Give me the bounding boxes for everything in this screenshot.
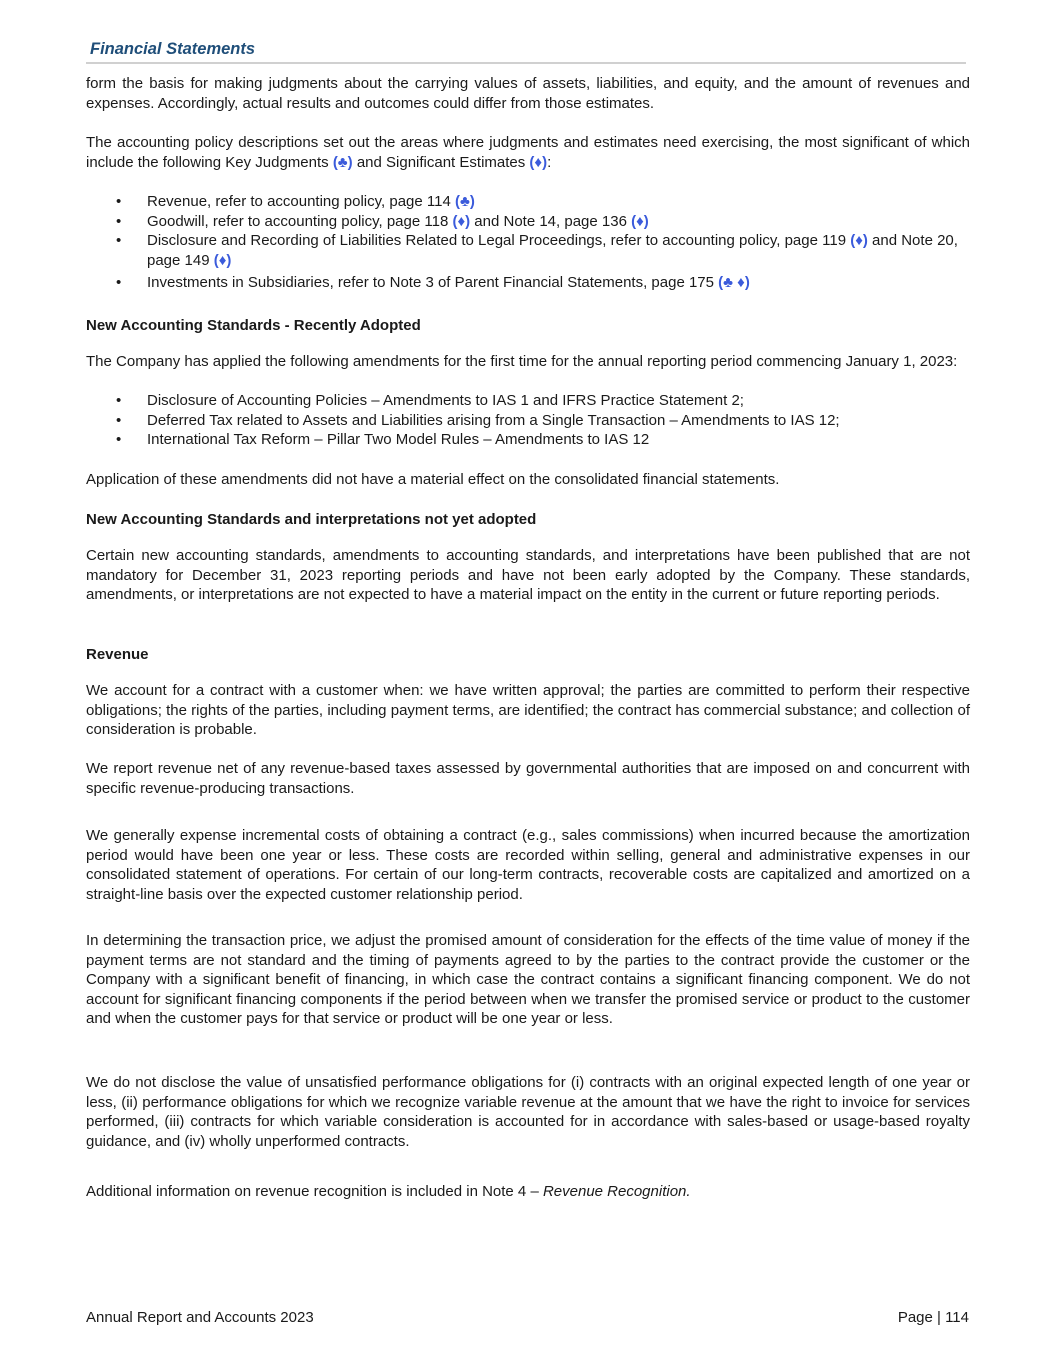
club-symbol: (♣) xyxy=(454,193,475,210)
header-divider xyxy=(86,62,966,64)
paragraph: The Company has applied the following amendments for the first time for the annual reporting period commencing January 1, 2023: xyxy=(86,353,958,370)
note-reference: Revenue Recognition. xyxy=(542,1183,691,1200)
text: Disclosure of Accounting Policies – Amendments to IAS 1 and IFRS Practice Statement 2; xyxy=(147,392,744,409)
paragraph: form the basis for making judgments about the carrying values of assets, liabilities, and equity, and the amount of revenues and expenses. Accordingly, actual results and outcomes could differ from those estimates. xyxy=(86,75,970,112)
club-diamond-symbol: (♣ ♦) xyxy=(718,274,750,292)
text: The accounting policy descriptions set out the areas where judgments and estimates need exercising, the most significant of which include the following Key Judgments xyxy=(86,134,970,171)
bullet: • xyxy=(116,274,122,292)
page-header-title: Financial Statements xyxy=(90,40,256,58)
section-heading: New Accounting Standards - Recently Adopted xyxy=(86,317,421,334)
text: and Significant Estimates xyxy=(352,153,530,171)
text: Revenue, refer to accounting policy, page 114 xyxy=(147,193,455,210)
section-heading: Revenue xyxy=(86,646,149,663)
text: International Tax Reform – Pillar Two Model Rules – Amendments to IAS 12 xyxy=(147,431,650,449)
list-item xyxy=(86,430,970,450)
paragraph: We generally expense incremental costs of obtaining a contract (e.g., sales commissions) when incurred because the amortization period would have been one year or less. These costs are recorded within selling, general and administrative expenses in our consolidated statement of operations. For certain of our long-term contracts, recoverable costs are capitalized and amortized on a straight-line basis over the expected customer relationship period. xyxy=(86,827,970,903)
text: : xyxy=(547,153,552,171)
paragraph xyxy=(86,1182,970,1202)
diamond-symbol: (♦) xyxy=(529,153,548,171)
key-judgments-list xyxy=(86,192,970,293)
diamond-symbol: (♦) xyxy=(452,212,471,230)
bullet: • xyxy=(116,392,122,409)
diamond-symbol: (♦) xyxy=(850,232,868,250)
paragraph: We report revenue net of any revenue-based taxes assessed by governmental authorities that are imposed on and concurrent with specific revenue-producing transactions. xyxy=(86,760,970,797)
text: Additional information on revenue recognition is included in Note 4 – xyxy=(86,1183,543,1200)
bullet: • xyxy=(116,232,122,250)
text: Goodwill, refer to accounting policy, page 118 xyxy=(147,212,453,230)
footer-report-title: Annual Report and Accounts 2023 xyxy=(86,1309,314,1326)
text: Investments in Subsidiaries, refer to Note 3 of Parent Financial Statements, page 175 xyxy=(147,274,719,292)
diamond-symbol: (♦) xyxy=(213,251,232,269)
paragraph-key-judgments xyxy=(86,133,970,172)
list-item xyxy=(86,411,970,431)
text: and Note 20, page 149 xyxy=(147,232,958,269)
list-item xyxy=(86,212,970,232)
bullet: • xyxy=(116,431,122,449)
text: Deferred Tax related to Assets and Liabilities arising from a Single Transaction – Amendments to IAS 12; xyxy=(147,411,840,429)
list-item xyxy=(86,391,970,411)
amendments-list xyxy=(86,391,970,450)
list-item xyxy=(86,273,970,293)
paragraph: In determining the transaction price, we adjust the promised amount of consideration for the effects of the time value of money if the payment terms are not standard and the timing of payments agreed to by the parties to the contract provide the customer or the Company with a significant benefit of financing, in which case the contract contains a significant financing component. We do not account for significant financing components if the period between when we transfer the promised service or product to the customer and when the customer pays for that service or product will be one year or less. xyxy=(86,932,970,1028)
paragraph: We account for a contract with a customer when: we have written approval; the parties are committed to perform their respective obligations; the rights of the parties, including payment terms, are identified; the contract has commercial substance; and collection of consideration is probable. xyxy=(86,682,970,739)
list-item xyxy=(86,192,970,212)
paragraph: Certain new accounting standards, amendments to accounting standards, and interpretations have been published that are not mandatory for December 31, 2023 reporting periods and have not been early adopted by the Company. These standards, amendments, or interpretations are not expected to have a material impact on the entity in the current or future reporting periods. xyxy=(86,547,970,604)
paragraph: Application of these amendments did not have a material effect on the consolidated financial statements. xyxy=(86,471,780,488)
club-symbol: (♣) xyxy=(332,153,353,171)
bullet: • xyxy=(116,193,122,210)
list-item xyxy=(86,231,970,270)
bullet: • xyxy=(116,411,122,429)
text: and Note 14, page 136 xyxy=(470,212,632,230)
bullet: • xyxy=(116,212,122,230)
footer-page-number: Page | 114 xyxy=(897,1309,969,1326)
diamond-symbol: (♦) xyxy=(631,212,649,230)
text: Disclosure and Recording of Liabilities Related to Legal Proceedings, refer to accounting policy, page 119 xyxy=(147,232,851,250)
paragraph: We do not disclose the value of unsatisfied performance obligations for (i) contracts with an original expected length of one year or less, (ii) performance obligations for which we recognize variable revenue at the amount that we have the right to invoice for services performed, (iii) contracts for which variable consideration is accounted for in accordance with sales-based or usage-based royalty guidance, and (iv) wholly unperformed contracts. xyxy=(86,1074,970,1150)
section-heading: New Accounting Standards and interpretations not yet adopted xyxy=(86,511,537,528)
